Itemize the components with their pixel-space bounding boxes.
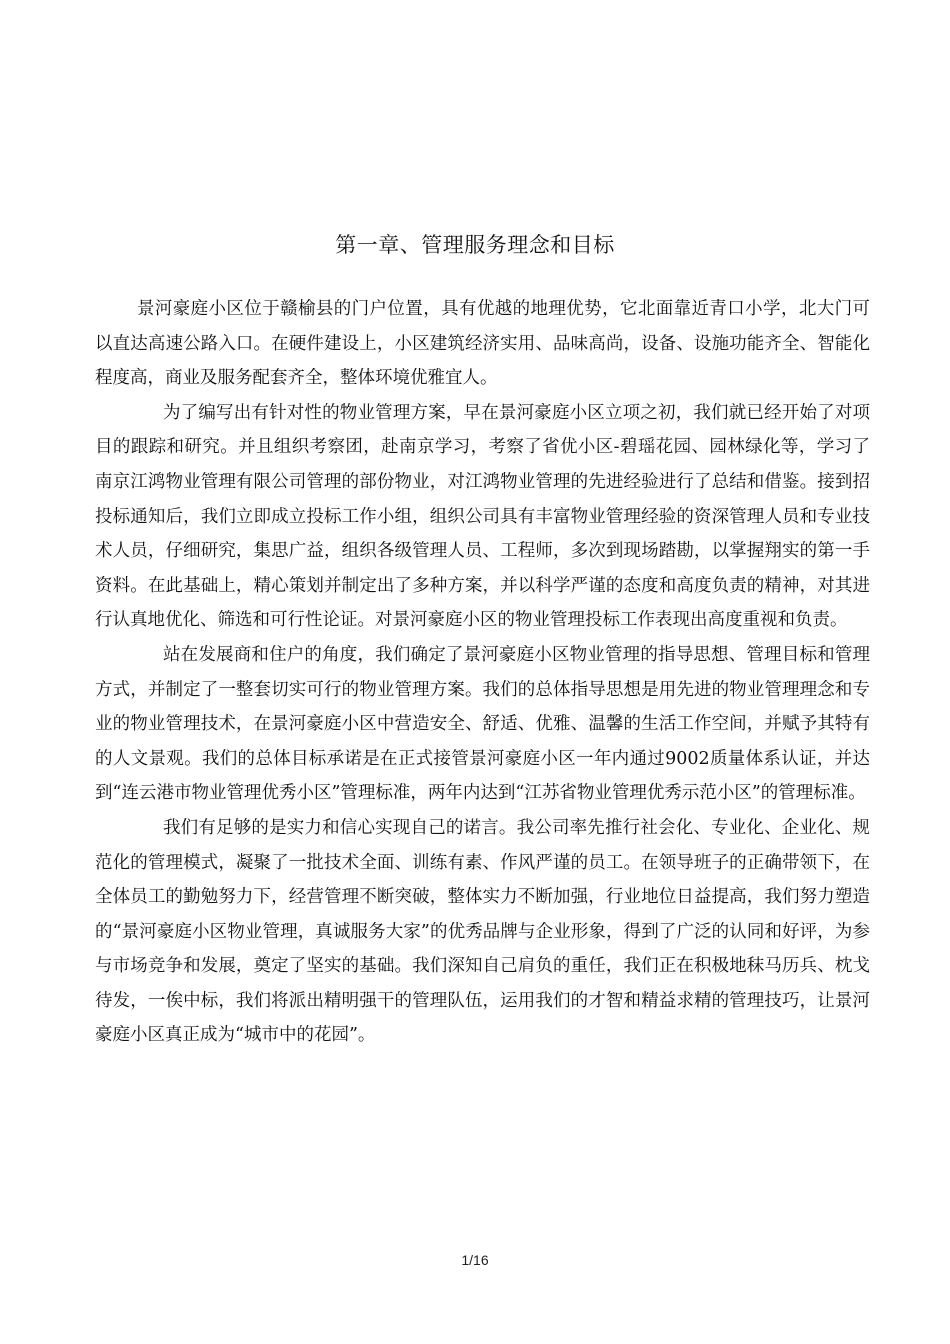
chapter-title: 第一章、管理服务理念和目标 (335, 233, 615, 257)
document-body (95, 292, 870, 1053)
paragraph-intro: 景河豪庭小区位于赣榆县的门户位置，具有优越的地理优势，它北面靠近青口小学，北大门可以直达高速公路入口。在硬件建设上，小区建筑经济实用、品味高尚，设备、设施功能齐全、智能化程度高，商业及服务配套齐全，整体环境优雅宜人。 (95, 299, 870, 389)
paragraph-commitment: 我们有足够的是实力和信心实现自己的诺言。我公司率先推行社会化、专业化、企业化、规范化的管理模式，凝聚了一批技术全面、训练有素、作风严谨的员工。在领导班子的正确带领下，在全体员工的勤勉努力下，经营管理不断突破，整体实力不断加强，行业地位日益提高，我们努力塑造的“景河豪庭小区物业管理，真诚服务大家”的优秀品牌与企业形象，得到了广泛的认同和好评，为参与市场竞争和发展，奠定了坚实的基础。我们深知自己肩负的重任，我们正在积极地秣马历兵、枕戈待发，一俟中标，我们将派出精明强干的管理队伍，运用我们的才智和精益求精的管理技巧，让景河豪庭小区真正成为“城市中的花园”。 (95, 817, 870, 1046)
page-number: 1/16 (461, 1252, 489, 1268)
paragraph-goals: 站在发展商和住户的角度，我们确定了景河豪庭小区物业管理的指导思想、管理目标和管理方式，并制定了一整套切实可行的物业管理方案。我们的总体指导思想是用先进的物业管理理念和专业的物业管理技术，在景河豪庭小区中营造安全、舒适、优雅、温馨的生活工作空间，并赋予其特有的人文景观。我们的总体目标承诺是在正式接管景河豪庭小区一年内通过9002质量体系认证，并达到“连云港市物业管理优秀小区”管理标准，两年内达到“江苏省物业管理优秀示范小区”的管理标准。 (95, 644, 870, 804)
paragraph-preparation: 为了编写出有针对性的物业管理方案，早在景河豪庭小区立项之初，我们就已经开始了对项目的跟踪和研究。并且组织考察团，赴南京学习，考察了省优小区-碧瑶花园、园林绿化等，学习了南京江鸿物业管理有限公司管理的部份物业，对江鸿物业管理的先进经验进行了总结和借鉴。接到招投标通知后，我们立即成立投标工作小组，组织公司具有丰富物业管理经验的资深管理人员和专业技术人员，仔细研究，集思广益，组织各级管理人员、工程师，多次到现场踏勘，以掌握翔实的第一手资料。在此基础上，精心策划并制定出了多种方案，并以科学严谨的态度和高度负责的精神，对其进行认真地优化、筛选和可行性论证。对景河豪庭小区的物业管理投标工作表现出高度重视和负责。 (95, 402, 870, 631)
